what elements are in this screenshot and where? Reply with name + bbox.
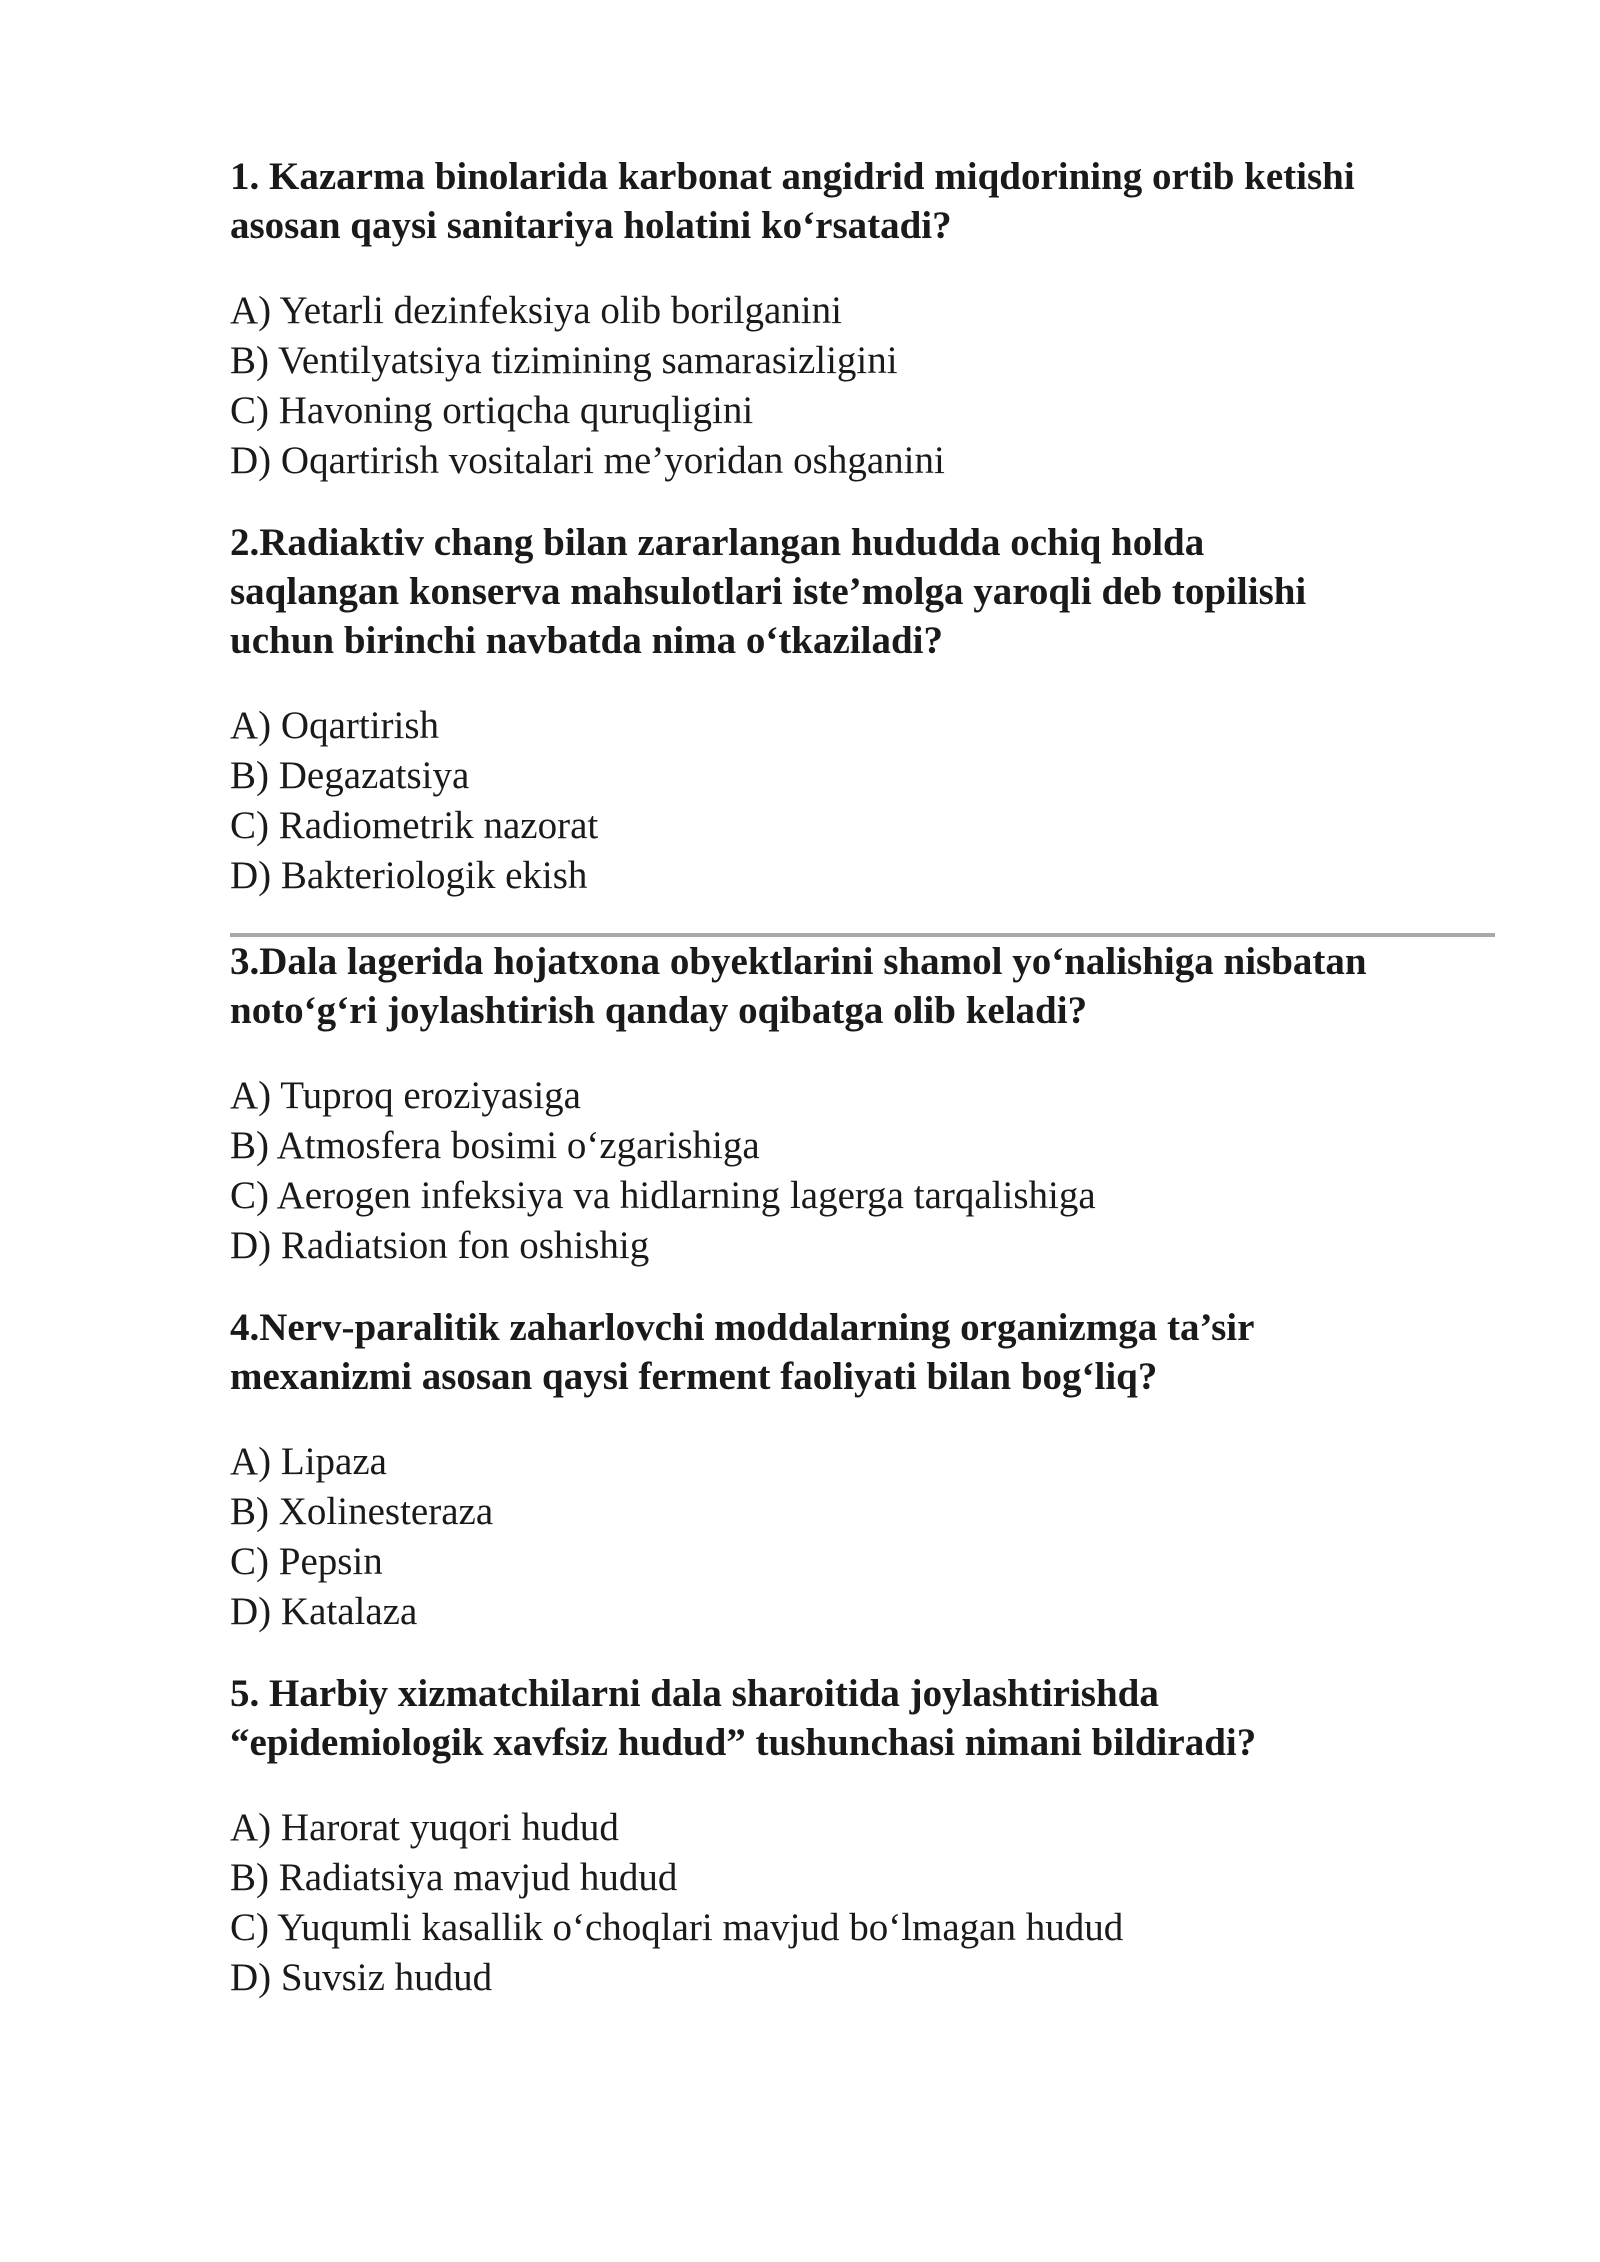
- question-5: [230, 1669, 1500, 2003]
- question-2-line-1: 2.Radiaktiv chang bilan zararlangan hududda ochiq holda: [230, 521, 1205, 564]
- question-4-options: [230, 1437, 1500, 1637]
- question-1-option-b: B) Ventilyatsiya tizimining samarasizligini: [230, 339, 898, 382]
- question-1-text: [230, 152, 1500, 250]
- question-1: [230, 152, 1500, 486]
- question-5-text: [230, 1669, 1500, 1767]
- question-3-line-1: 3.Dala lagerida hojatxona obyektlarini shamol yo‘nalishiga nisbatan: [230, 940, 1367, 983]
- question-4-line-1: 4.Nerv-paralitik zaharlovchi moddalarning organizmga ta’sir: [230, 1306, 1255, 1349]
- question-3-text: [230, 937, 1500, 1035]
- question-1-option-d: D) Oqartirish vositalari me’yoridan oshganini: [230, 439, 945, 482]
- question-1-option-c: C) Havoning ortiqcha quruqligini: [230, 389, 754, 432]
- question-5-option-d: D) Suvsiz hudud: [230, 1956, 493, 1999]
- question-2-option-d: D) Bakteriologik ekish: [230, 854, 588, 897]
- question-2: [230, 518, 1500, 901]
- question-1-options: [230, 286, 1500, 486]
- question-4-option-a: A) Lipaza: [230, 1440, 387, 1483]
- question-5-options: [230, 1803, 1500, 2003]
- question-3-line-2: noto‘g‘ri joylashtirish qanday oqibatga olib keladi?: [230, 989, 1088, 1032]
- question-4-text: [230, 1303, 1500, 1401]
- question-2-option-b: B) Degazatsiya: [230, 754, 470, 797]
- question-4-option-d: D) Katalaza: [230, 1590, 418, 1633]
- question-3: [230, 937, 1500, 1271]
- question-3-option-c: C) Aerogen infeksiya va hidlarning lagerga tarqalishiga: [230, 1174, 1096, 1217]
- question-4: [230, 1303, 1500, 1637]
- question-3-option-b: B) Atmosfera bosimi o‘zgarishiga: [230, 1124, 760, 1167]
- question-4-option-c: C) Pepsin: [230, 1540, 383, 1583]
- question-1-line-1: 1. Kazarma binolarida karbonat angidrid miqdorining ortib ketishi: [230, 155, 1355, 198]
- question-5-option-b: B) Radiatsiya mavjud hudud: [230, 1856, 678, 1899]
- question-1-option-a: A) Yetarli dezinfeksiya olib borilganini: [230, 289, 842, 332]
- question-5-option-c: C) Yuqumli kasallik o‘choqlari mavjud bo‘lmagan hudud: [230, 1906, 1124, 1949]
- question-2-line-2: saqlangan konserva mahsulotlari iste’molga yaroqli deb topilishi: [230, 570, 1307, 613]
- question-3-option-d: D) Radiatsion fon oshishig: [230, 1224, 650, 1267]
- question-5-line-2: “epidemiologik xavfsiz hudud” tushunchasi nimani bildiradi?: [230, 1721, 1257, 1764]
- question-2-options: [230, 701, 1500, 901]
- question-4-line-2: mexanizmi asosan qaysi ferment faoliyati bilan bog‘liq?: [230, 1355, 1158, 1398]
- document-page: [230, 152, 1500, 2003]
- question-5-line-1: 5. Harbiy xizmatchilarni dala sharoitida joylashtirishda: [230, 1672, 1159, 1715]
- question-3-option-a: A) Tuproq eroziyasiga: [230, 1074, 581, 1117]
- question-2-line-3: uchun birinchi navbatda nima o‘tkaziladi?: [230, 619, 944, 662]
- question-4-option-b: B) Xolinesteraza: [230, 1490, 494, 1533]
- question-3-options: [230, 1071, 1500, 1271]
- question-2-option-a: A) Oqartirish: [230, 704, 440, 747]
- question-5-option-a: A) Harorat yuqori hudud: [230, 1806, 619, 1849]
- question-1-line-2: asosan qaysi sanitariya holatini ko‘rsatadi?: [230, 204, 952, 247]
- question-2-text: [230, 518, 1500, 665]
- question-2-option-c: C) Radiometrik nazorat: [230, 804, 599, 847]
